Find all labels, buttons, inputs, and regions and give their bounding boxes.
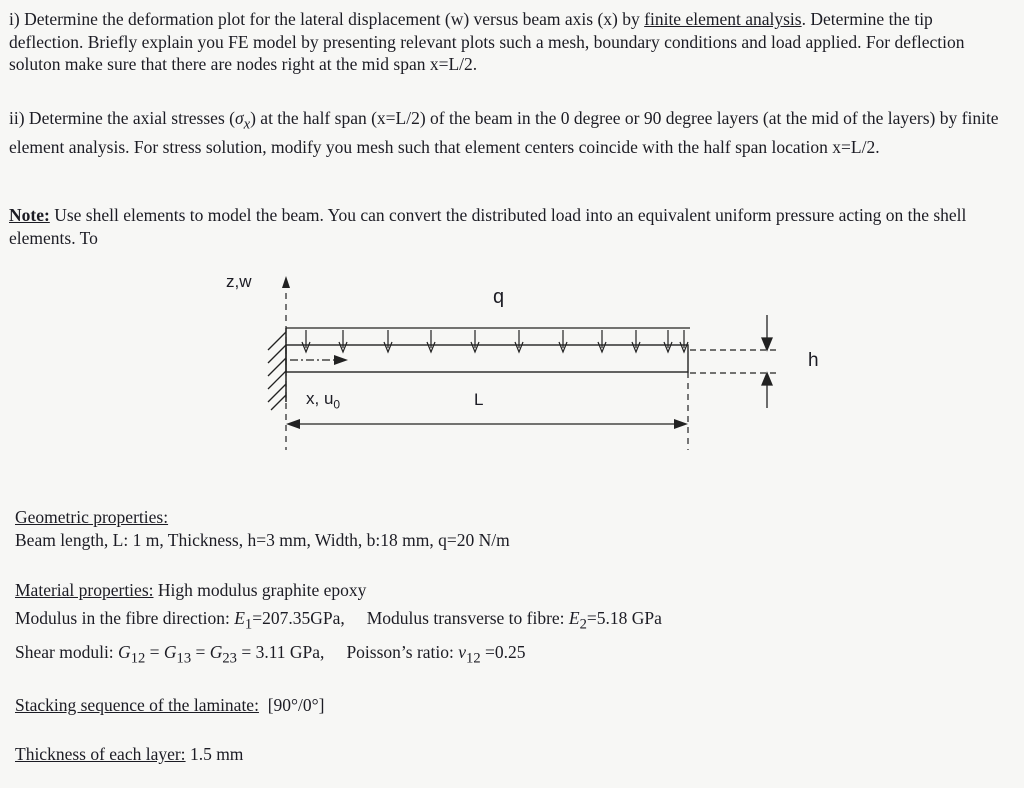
fixed-support-hatch — [268, 332, 286, 410]
shear-poisson-line: Shear moduli: $G_{12} = G_{13} = G_{23} = 3.11$ GPa, Poisson’s ratio: $\nu_{12} =0.25$ — [15, 642, 526, 667]
sigma-symbol: σ — [234, 108, 244, 128]
part-ii-paragraph: ii) Determine the axial stresses $(\sigma_x)$ at the half span (x=L/2) of the beam in the 0 degree or 90 degree layers (at the mid of the layers) by finite element analysis. For stress solution, modify you mesh such that element centers coincide with the half span location x=L/2. — [9, 108, 999, 157]
geometric-values: Beam length, L: 1 m, Thickness, h=3 mm, Width, b:18 mm, q=20 N/m — [15, 530, 510, 550]
layer-thickness-line: Thickness of each layer: 1.5 mm — [15, 744, 244, 764]
load-label: q — [493, 286, 505, 308]
material-heading: Material properties: High modulus graphite epoxy — [15, 580, 367, 600]
part-i-paragraph: i) Determine the deformation plot for the lateral displacement (w) versus beam axis (x) by finite element analysis. Determine the tip deflection. Briefly explain you FE model by presenting relevant plots such a mesh, boundary conditions and load applied. For deflection soluton make sure that there are nodes right at the mid span x=L/2. — [9, 9, 965, 74]
geometric-heading: Geometric properties: — [15, 507, 169, 527]
distributed-load-arrows — [302, 330, 688, 352]
x-axis-arrowhead — [334, 355, 348, 365]
beam — [286, 345, 688, 372]
z-axis-label: z,w — [226, 272, 252, 291]
length-label: L — [474, 390, 484, 409]
thickness-label: h — [808, 350, 819, 371]
stacking-line: Stacking sequence of the laminate: [90°/0°] — [15, 695, 325, 715]
x-axis-label: x, $u_0$ — [306, 389, 341, 412]
fea-underlined: finite element analysis — [644, 9, 802, 29]
z-axis-arrowhead — [282, 276, 290, 288]
moduli-line: Modulus in the fibre direction: $E_1=207.35GPa$, Modulus transverse to fibre: $E_2=5.18$ GPa — [15, 608, 662, 633]
h-dimension-arrows — [762, 315, 772, 408]
note-label: Note: — [9, 205, 50, 225]
note-paragraph: Note: Use shell elements to model the beam. You can convert the distributed load into an equivalent uniform pressure acting on the shell elements. To — [9, 205, 967, 248]
